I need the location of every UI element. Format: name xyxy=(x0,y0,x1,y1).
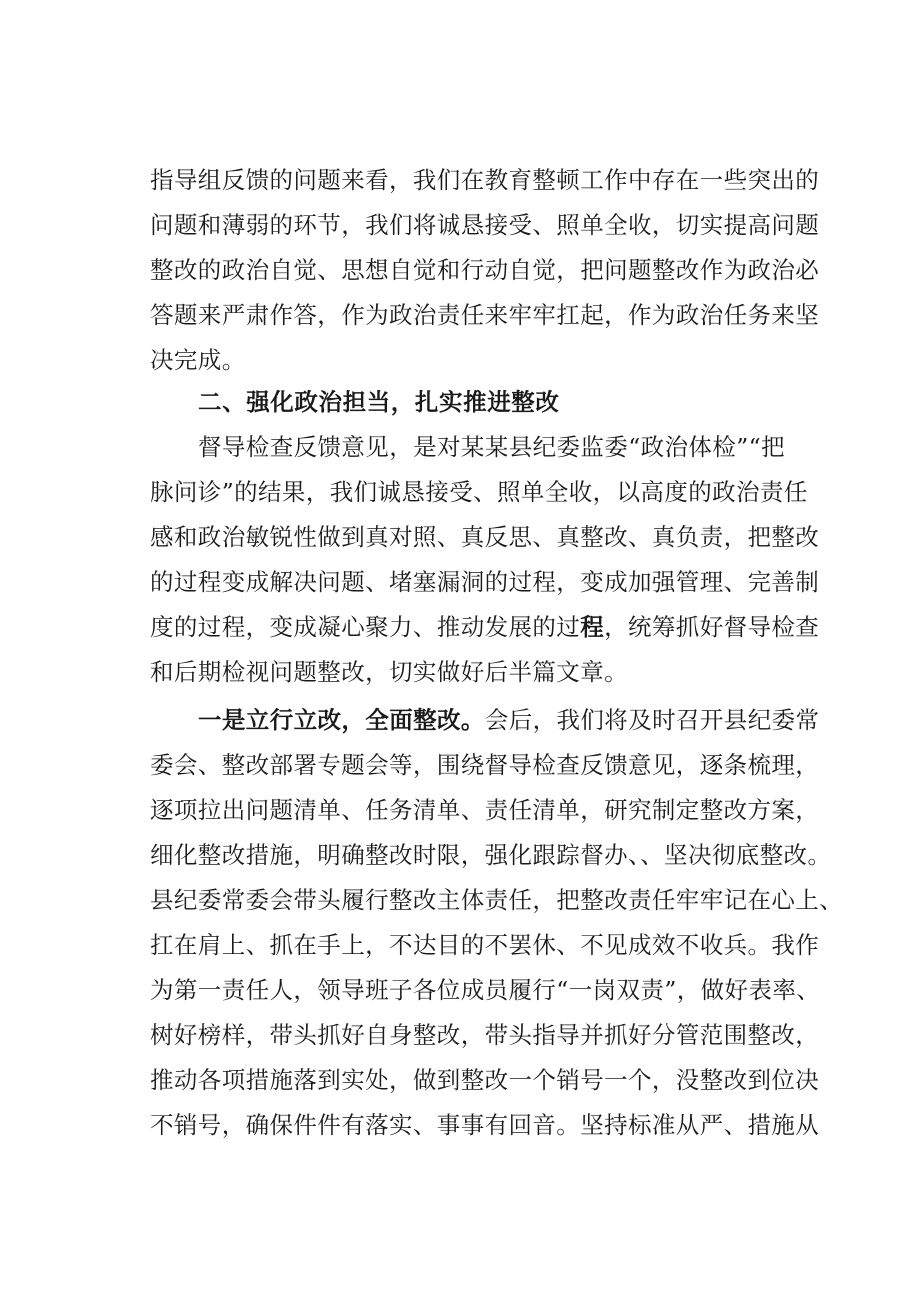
line-text: 会后，我们将及时召开县纪委常 xyxy=(484,706,820,734)
paragraph-line: 为第一责任人，领导班子各位成员履行“一岗双责”，做好表率、 xyxy=(150,976,821,1004)
paragraph-line: 感和政治敏锐性做到真对照、真反思、真整改、真负责，把整改 xyxy=(150,523,820,551)
paragraph-line: 答题来严肃作答，作为政治责任来牢牢扛起，作为政治任务来坚 xyxy=(150,301,820,329)
paragraph-line: 督导检查反馈意见，是对某某县纪委监委“政治体检”“把 xyxy=(198,433,785,461)
paragraph-line: 整改的政治自觉、思想自觉和行动自觉，把问题整改作为政治必 xyxy=(150,256,820,284)
paragraph-line: 逐项拉出问题清单、任务清单、责任清单，研究制定整改方案， xyxy=(150,796,820,824)
paragraph-line: 脉问诊”的结果，我们诚恳接受、照单全收，以高度的政治责任 xyxy=(150,478,808,506)
paragraph-line xyxy=(198,698,820,742)
line-text: 度的过程，变成凝心聚力、推动发展的过 xyxy=(150,613,581,641)
section-heading: 二、强化政治担当，扎实推进整改 xyxy=(198,388,560,416)
paragraph-line: 决完成。 xyxy=(150,346,246,374)
paragraph-line: 不销号，确保件件有落实、事事有回音。坚持标准从严、措施从 xyxy=(150,1111,820,1139)
line-text-bold: 程 xyxy=(580,613,605,641)
paragraph-line xyxy=(150,605,820,649)
paragraph-lead-bold: 一是立行立改，全面整改。 xyxy=(198,706,485,734)
paragraph-line: 和后期检视问题整改，切实做好后半篇文章。 xyxy=(150,658,628,686)
paragraph-line: 问题和薄弱的环节，我们将诚恳接受、照单全收，切实提高问题 xyxy=(150,211,820,239)
paragraph-line: 县纪委常委会带头履行整改主体责任，把整改责任牢牢记在心上、 xyxy=(150,886,844,914)
paragraph-line: 扛在肩上、抓在手上，不达目的不罢休、不见成效不收兵。我作 xyxy=(150,931,820,959)
paragraph-line: 的过程变成解决问题、堵塞漏洞的过程，变成加强管理、完善制 xyxy=(150,568,820,596)
paragraph-line: 树好榜样，带头抓好自身整改，带头指导并抓好分管范围整改， xyxy=(150,1021,820,1049)
paragraph-line: 指导组反馈的问题来看，我们在教育整顿工作中存在一些突出的 xyxy=(150,166,820,194)
line-text: ，统筹抓好督导检查 xyxy=(604,613,820,641)
paragraph-line: 推动各项措施落到实处，做到整改一个销号一个，没整改到位决 xyxy=(150,1066,820,1094)
paragraph-line: 细化整改措施，明确整改时限，强化跟踪督办、、坚决彻底整改。 xyxy=(150,841,832,869)
paragraph-line: 委会、整改部署专题会等，围绕督导检查反馈意见，逐条梳理， xyxy=(150,751,820,779)
